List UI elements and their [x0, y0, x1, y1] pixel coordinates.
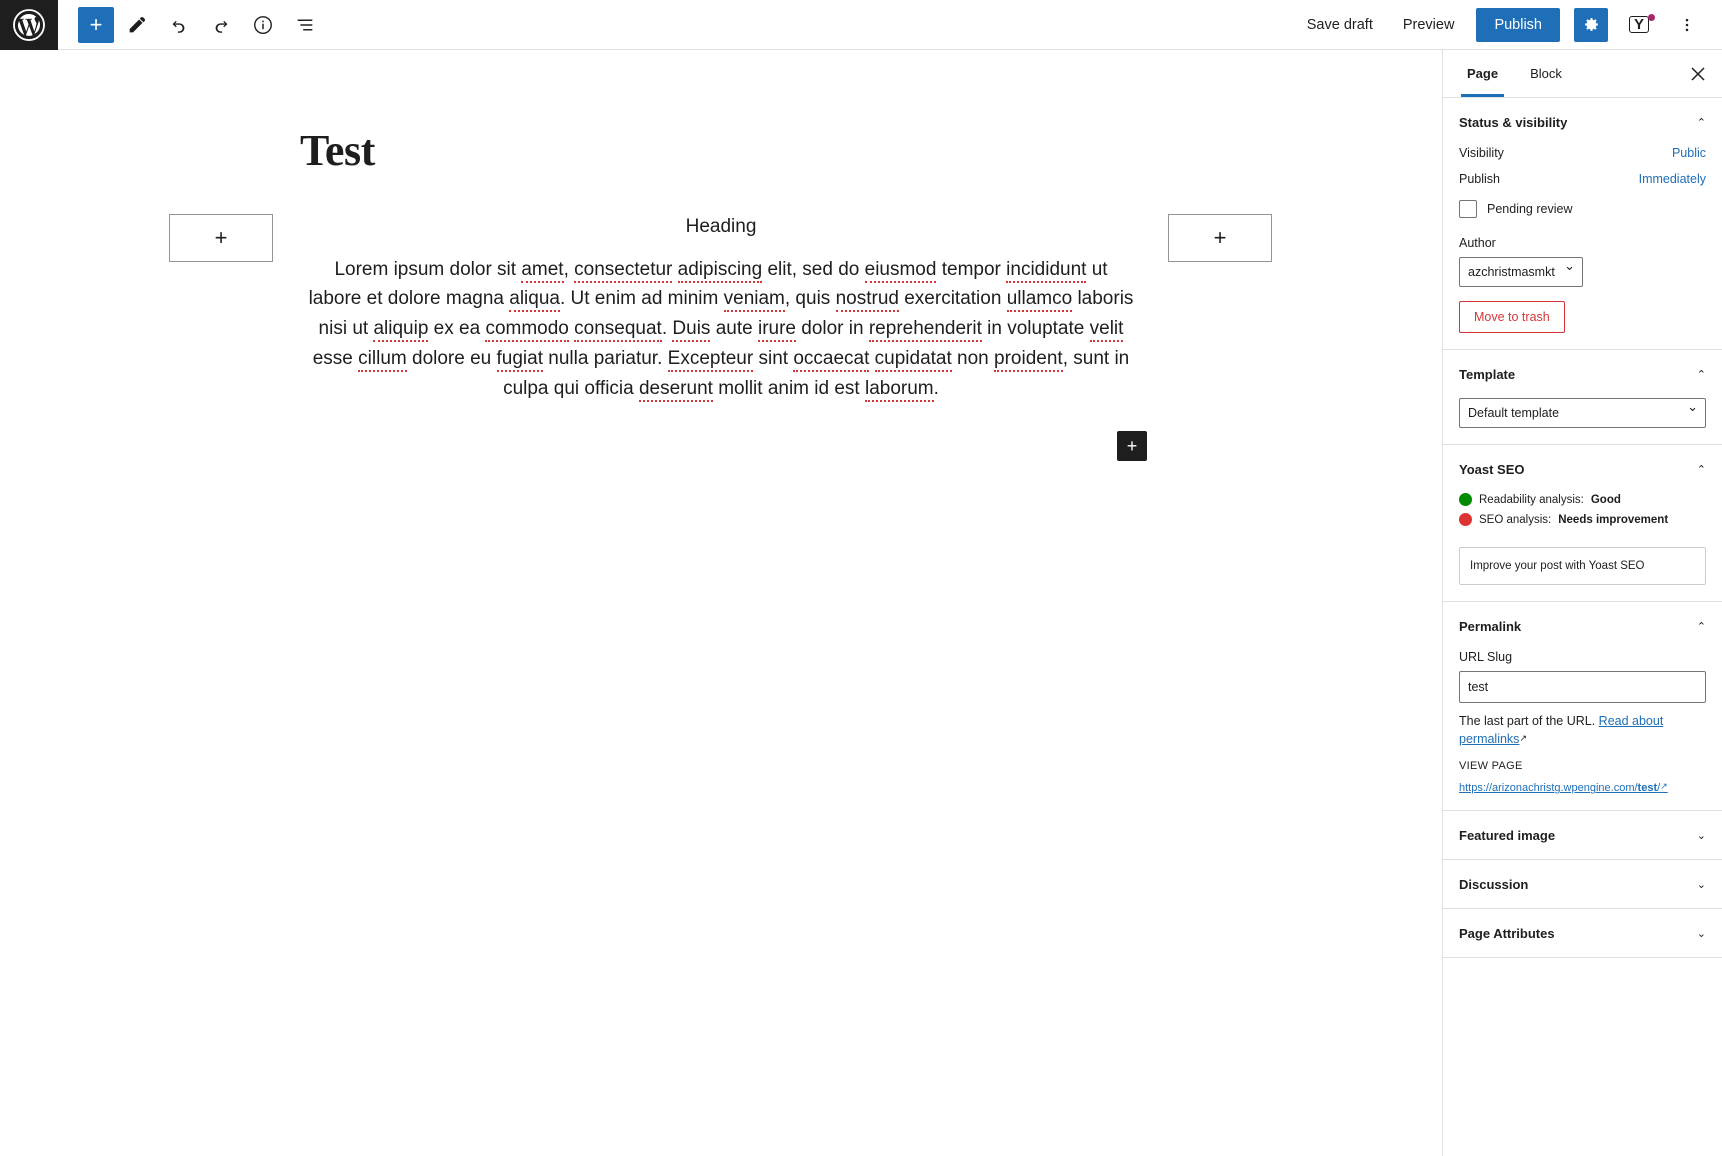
- panel-title: Template: [1459, 366, 1516, 382]
- chevron-up-icon: ⌃: [1696, 463, 1706, 476]
- move-to-trash-button[interactable]: Move to trash: [1459, 301, 1565, 333]
- panel-permalink-header[interactable]: [1459, 602, 1706, 650]
- editor-body: [0, 50, 1722, 1156]
- tab-page[interactable]: Page: [1451, 50, 1514, 97]
- permalink-help-label: The last part of the URL.: [1459, 714, 1596, 728]
- heading-block[interactable]: Heading: [685, 216, 757, 237]
- view-page-url-slug: test: [1637, 782, 1658, 795]
- panel-title: Status & visibility: [1459, 114, 1568, 130]
- seo-value: Needs improvement: [1558, 513, 1669, 526]
- sidebar-scroll-region[interactable]: [1443, 98, 1722, 1156]
- publish-value-button[interactable]: Immediately: [1638, 172, 1706, 186]
- panel-template-header[interactable]: [1459, 350, 1706, 398]
- redo-icon[interactable]: [202, 6, 240, 44]
- block-inserter-button[interactable]: +: [1117, 431, 1147, 461]
- external-link-icon: ↗: [1660, 781, 1668, 792]
- info-icon[interactable]: [244, 6, 282, 44]
- sidebar-tabs: [1443, 50, 1722, 98]
- publish-row: [1459, 172, 1706, 186]
- wordpress-logo-icon[interactable]: [0, 0, 58, 50]
- readability-analysis-row[interactable]: [1459, 493, 1706, 506]
- panel-status-visibility-header[interactable]: [1459, 98, 1706, 146]
- panel-page-attributes-header[interactable]: [1459, 909, 1706, 957]
- paragraph-block[interactable]: Lorem ipsum dolor sit amet, consectetur adipiscing elit, sed do eiusmod tempor incididunt ut labore et dolore magna aliqua. Ut enim ad minim veniam, quis nostrud exercitation ullamco laboris nisi ut aliquip ex ea commodo consequat. Duis aute irure dolor in reprehenderit in voluptate velit esse cillum dolore eu fugiat nulla pariatur. Excepteur sint occaecat cupidatat non proident, sunt in culpa qui officia deserunt mollit anim id est laborum.: [306, 255, 1136, 404]
- author-label: Author: [1459, 236, 1496, 250]
- chevron-down-icon: ⌄: [1696, 829, 1706, 842]
- permalink-help-text: [1459, 712, 1706, 748]
- save-draft-button[interactable]: Save draft: [1299, 11, 1381, 39]
- preview-button[interactable]: Preview: [1395, 11, 1463, 39]
- visibility-row: [1459, 146, 1706, 160]
- panel-featured-image-header[interactable]: [1459, 811, 1706, 859]
- seo-label: SEO analysis:: [1479, 513, 1552, 526]
- seo-status-dot: [1459, 513, 1472, 526]
- page-title[interactable]: Test: [300, 126, 376, 175]
- content-area: [0, 214, 1442, 456]
- chevron-up-icon: ⌃: [1696, 116, 1706, 129]
- pencil-icon[interactable]: [118, 6, 156, 44]
- panel-title: Yoast SEO: [1459, 461, 1525, 477]
- external-link-icon: ↗: [1519, 733, 1527, 744]
- yoast-icon[interactable]: [1622, 8, 1656, 42]
- undo-icon[interactable]: [160, 6, 198, 44]
- visibility-label: Visibility: [1459, 146, 1504, 160]
- view-page-link[interactable]: [1459, 781, 1706, 794]
- publish-button[interactable]: Publish: [1476, 8, 1560, 42]
- panel-status-visibility: [1443, 98, 1722, 350]
- visibility-value-button[interactable]: Public: [1671, 146, 1706, 160]
- editor-toolbar: [0, 0, 1722, 50]
- center-column: [306, 214, 1136, 404]
- read-about-permalinks-link[interactable]: Read about permalinks: [1459, 714, 1664, 747]
- view-page-url-prefix: https://arizonachristg.wpengine.com/: [1459, 782, 1638, 795]
- chevron-up-icon: ⌃: [1696, 368, 1706, 381]
- yoast-status-dot: [1648, 14, 1655, 21]
- panel-template: [1443, 350, 1722, 445]
- chevron-down-icon: ⌄: [1696, 927, 1706, 940]
- panel-featured-image: [1443, 811, 1722, 860]
- readability-value: Good: [1590, 493, 1621, 506]
- panel-title: Permalink: [1459, 618, 1522, 634]
- panel-title: Featured image: [1459, 827, 1556, 843]
- toolbar-left-group: [58, 6, 324, 44]
- author-select[interactable]: [1459, 257, 1583, 287]
- panel-yoast-header[interactable]: [1459, 445, 1706, 493]
- template-select[interactable]: [1459, 398, 1706, 428]
- seo-analysis-row[interactable]: [1459, 513, 1706, 526]
- tab-block[interactable]: Block: [1514, 50, 1578, 97]
- list-view-icon[interactable]: [286, 6, 324, 44]
- pending-review-label: Pending review: [1487, 202, 1573, 216]
- improve-post-button[interactable]: Improve your post with Yoast SEO: [1459, 547, 1706, 585]
- settings-sidebar: [1442, 50, 1722, 1156]
- panel-page-attributes: [1443, 909, 1722, 958]
- publish-label: Publish: [1459, 172, 1500, 186]
- chevron-down-icon: ⌄: [1696, 878, 1706, 891]
- toolbar-right-group: [1299, 8, 1722, 42]
- readability-status-dot: [1459, 493, 1472, 506]
- view-page-label: VIEW PAGE: [1459, 760, 1523, 773]
- author-select-wrap: [1459, 257, 1583, 287]
- more-vertical-icon[interactable]: [1670, 8, 1704, 42]
- close-icon[interactable]: [1682, 58, 1714, 90]
- yoast-logo-glyph: Y: [1629, 16, 1649, 33]
- panel-discussion: [1443, 860, 1722, 909]
- panel-title: Page Attributes: [1459, 925, 1555, 941]
- view-page-url-suffix: /: [1657, 782, 1661, 795]
- panel-discussion-header[interactable]: [1459, 860, 1706, 908]
- left-column-appender[interactable]: +: [169, 214, 273, 262]
- chevron-up-icon: ⌃: [1696, 620, 1706, 633]
- readability-label: Readability analysis:: [1479, 493, 1584, 506]
- editor-canvas[interactable]: [0, 50, 1442, 1156]
- gear-icon[interactable]: [1574, 8, 1608, 42]
- pending-review-checkbox[interactable]: [1459, 200, 1477, 218]
- panel-yoast-seo: [1443, 445, 1722, 602]
- url-slug-input[interactable]: [1459, 671, 1706, 703]
- panel-title: Discussion: [1459, 876, 1529, 892]
- template-select-wrap: [1459, 398, 1706, 428]
- panel-permalink: [1443, 602, 1722, 811]
- pending-review-row[interactable]: [1459, 200, 1706, 218]
- url-slug-label: URL Slug: [1459, 650, 1513, 664]
- right-column-appender[interactable]: +: [1168, 214, 1272, 262]
- add-block-button[interactable]: +: [78, 7, 114, 43]
